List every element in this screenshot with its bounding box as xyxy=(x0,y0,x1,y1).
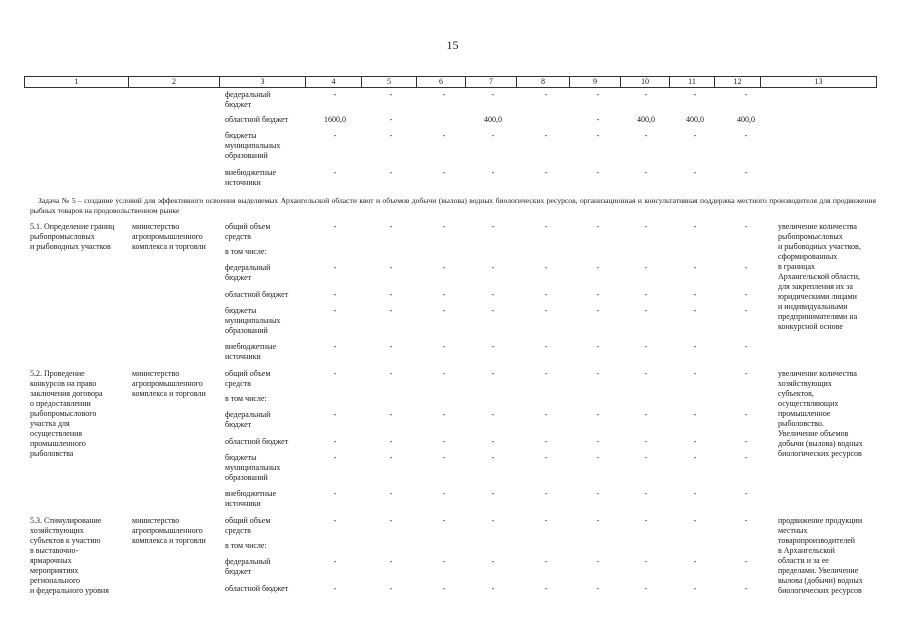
value-cell: - xyxy=(744,306,748,315)
header-cell-9: 9 xyxy=(570,77,621,88)
value-cell: - xyxy=(596,584,600,593)
value-cell: - xyxy=(693,168,697,177)
value-cell: - xyxy=(596,557,600,566)
value-cell: - xyxy=(693,90,697,99)
measure-executor: комплекса и торговли xyxy=(132,242,206,251)
value-cell: - xyxy=(644,557,648,566)
value-cell: - xyxy=(389,584,393,593)
value-cell: - xyxy=(744,131,748,140)
measure-result: рыбопромысловых xyxy=(778,232,843,241)
value-cell: - xyxy=(491,90,495,99)
value-cell: - xyxy=(644,584,648,593)
value-cell: - xyxy=(442,342,446,351)
measure-title: 5.1. Определение границ xyxy=(30,222,115,231)
value-cell: 400,0 xyxy=(484,115,502,124)
value-cell: - xyxy=(333,290,337,299)
measure-title: хозяйствующих xyxy=(30,526,84,535)
value-cell: - xyxy=(389,90,393,99)
value-cell: - xyxy=(544,263,548,272)
value-cell: - xyxy=(744,369,748,378)
value-cell: - xyxy=(596,306,600,315)
header-cell-5: 5 xyxy=(362,77,417,88)
value-cell: - xyxy=(544,131,548,140)
value-cell: - xyxy=(693,489,697,498)
value-cell: - xyxy=(389,168,393,177)
value-cell: - xyxy=(389,342,393,351)
measure-title: субъектов к участию xyxy=(30,536,101,545)
value-cell: - xyxy=(544,453,548,462)
measure-result: вылова (добычи) водных xyxy=(778,576,863,585)
funding-source-label: бюджеты xyxy=(225,306,257,315)
value-cell: - xyxy=(744,263,748,272)
value-cell: - xyxy=(442,437,446,446)
measure-result: пределами. Увеличение xyxy=(778,566,859,575)
value-cell: - xyxy=(693,306,697,315)
value-cell: - xyxy=(693,410,697,419)
funding-source-label: в том числе: xyxy=(225,394,267,403)
header-cell-7: 7 xyxy=(466,77,517,88)
measure-result: рыболовство. xyxy=(778,419,824,428)
value-cell: - xyxy=(491,369,495,378)
value-cell: - xyxy=(333,369,337,378)
value-cell: - xyxy=(491,437,495,446)
value-cell: - xyxy=(744,342,748,351)
value-cell: - xyxy=(333,90,337,99)
value-cell: - xyxy=(644,516,648,525)
value-cell: - xyxy=(644,437,648,446)
funding-source-label: средств xyxy=(225,526,251,535)
value-cell: - xyxy=(491,168,495,177)
value-cell: - xyxy=(744,489,748,498)
value-cell: - xyxy=(491,290,495,299)
value-cell: - xyxy=(389,263,393,272)
value-cell: - xyxy=(389,557,393,566)
value-cell: - xyxy=(442,453,446,462)
value-cell: - xyxy=(544,437,548,446)
value-cell: - xyxy=(544,369,548,378)
measure-result: Увеличение объемов xyxy=(778,429,849,438)
value-cell: - xyxy=(644,306,648,315)
value-cell: - xyxy=(333,453,337,462)
measure-title: ярмарочных xyxy=(30,556,72,565)
funding-source-label: бюджеты xyxy=(225,453,257,462)
value-cell: - xyxy=(389,489,393,498)
value-cell: - xyxy=(389,516,393,525)
value-cell: - xyxy=(693,222,697,231)
funding-source-label: в том числе: xyxy=(225,247,267,256)
funding-source-label: областной бюджет xyxy=(225,290,289,299)
header-cell-4: 4 xyxy=(306,77,362,88)
value-cell: - xyxy=(644,90,648,99)
value-cell: - xyxy=(644,410,648,419)
measure-result: субъектов, xyxy=(778,389,814,398)
funding-source-label: областной бюджет xyxy=(225,115,289,124)
measure-result: области и за ее xyxy=(778,556,829,565)
value-cell: - xyxy=(596,516,600,525)
funding-source-label: бюджет xyxy=(225,273,252,282)
value-cell: - xyxy=(544,168,548,177)
measure-title: рыбопромыслового xyxy=(30,409,97,418)
value-cell: - xyxy=(693,516,697,525)
value-cell: - xyxy=(596,222,600,231)
measure-title: промышленного xyxy=(30,439,86,448)
value-cell: - xyxy=(333,342,337,351)
value-cell: - xyxy=(389,437,393,446)
value-cell: - xyxy=(389,115,393,124)
value-cell: - xyxy=(442,584,446,593)
value-cell: - xyxy=(693,557,697,566)
value-cell: - xyxy=(442,410,446,419)
measure-title: конкурсов на право xyxy=(30,379,97,388)
funding-source-label: бюджет xyxy=(225,420,252,429)
task-5-heading: Задача № 5 – создание условий для эффективного освоения выделяемых Архангельской области квот и объемов добычи (вылова) водных биологических ресурсов, организационная и консультативная поддержка местного производителя для продвижения рыбных товаров на продовольственном рынке xyxy=(30,196,876,215)
value-cell: - xyxy=(744,453,748,462)
value-cell: - xyxy=(693,437,697,446)
measure-title: 5.3. Стимулирование xyxy=(30,516,102,525)
funding-source-label: источники xyxy=(225,352,261,361)
value-cell: - xyxy=(644,168,648,177)
measure-executor: агропромышленного xyxy=(132,379,203,388)
value-cell: - xyxy=(596,453,600,462)
value-cell: - xyxy=(389,369,393,378)
funding-source-label: бюджет xyxy=(225,100,252,109)
measure-result: и рыбоводных участков, xyxy=(778,242,861,251)
value-cell: - xyxy=(333,131,337,140)
value-cell: - xyxy=(596,90,600,99)
value-cell: - xyxy=(491,222,495,231)
measure-result: предпринимателями на xyxy=(778,312,858,321)
value-cell: - xyxy=(596,131,600,140)
header-cell-10: 10 xyxy=(621,77,670,88)
funding-source-label: областной бюджет xyxy=(225,437,289,446)
funding-source-label: общий объем xyxy=(225,516,271,525)
header-cell-8: 8 xyxy=(517,77,570,88)
value-cell: - xyxy=(744,516,748,525)
value-cell: - xyxy=(744,410,748,419)
measure-title: в выставочно- xyxy=(30,546,79,555)
value-cell: - xyxy=(442,168,446,177)
measure-result: биологических ресурсов xyxy=(778,586,862,595)
page-number: 15 xyxy=(446,38,459,52)
measure-result: промышленное xyxy=(778,409,831,418)
measure-title: участка для xyxy=(30,419,70,428)
measure-title: регионального xyxy=(30,576,81,585)
value-cell: - xyxy=(693,369,697,378)
value-cell: - xyxy=(442,516,446,525)
value-cell: - xyxy=(744,437,748,446)
value-cell: - xyxy=(693,131,697,140)
value-cell: - xyxy=(442,369,446,378)
value-cell: - xyxy=(544,410,548,419)
measure-result: и индивидуальными xyxy=(778,302,848,311)
measure-result: увеличение количества xyxy=(778,222,857,231)
value-cell: - xyxy=(596,489,600,498)
measure-executor: агропромышленного xyxy=(132,526,203,535)
header-cell-12: 12 xyxy=(715,77,761,88)
value-cell: - xyxy=(744,557,748,566)
measure-result: товаропроизводителей xyxy=(778,536,856,545)
funding-source-label: образований xyxy=(225,326,268,335)
value-cell: - xyxy=(491,453,495,462)
measure-title: рыболовства xyxy=(30,449,74,458)
header-cell-6: 6 xyxy=(417,77,466,88)
value-cell: - xyxy=(442,557,446,566)
value-cell: 400,0 xyxy=(737,115,755,124)
value-cell: - xyxy=(644,222,648,231)
funding-source-label: муниципальных xyxy=(225,316,281,325)
measure-executor: комплекса и торговли xyxy=(132,536,206,545)
value-cell: - xyxy=(693,584,697,593)
value-cell: - xyxy=(644,131,648,140)
value-cell: - xyxy=(596,437,600,446)
measure-title: 5.2. Проведение xyxy=(30,369,85,378)
value-cell: - xyxy=(333,306,337,315)
header-cell-11: 11 xyxy=(670,77,715,88)
measure-result: в Архангельской xyxy=(778,546,835,555)
measure-title: и федерального уровня xyxy=(30,586,109,595)
value-cell: - xyxy=(644,290,648,299)
measure-result: для закрепления их за xyxy=(778,282,853,291)
measure-result: в границах xyxy=(778,262,816,271)
value-cell: - xyxy=(333,410,337,419)
measure-title: рыбопромысловых xyxy=(30,232,95,241)
value-cell: - xyxy=(744,290,748,299)
value-cell: - xyxy=(596,369,600,378)
funding-source-label: муниципальных xyxy=(225,463,281,472)
measure-title: заключения договора xyxy=(30,389,103,398)
funding-source-label: образований xyxy=(225,473,268,482)
value-cell: - xyxy=(693,453,697,462)
value-cell: - xyxy=(644,369,648,378)
value-cell: - xyxy=(491,557,495,566)
header-cell-2: 2 xyxy=(129,77,220,88)
value-cell: - xyxy=(596,263,600,272)
value-cell: - xyxy=(491,263,495,272)
value-cell: - xyxy=(333,437,337,446)
value-cell: - xyxy=(333,516,337,525)
measure-executor: министерство xyxy=(132,369,180,378)
funding-source-label: внебюджетные xyxy=(225,489,276,498)
funding-source-label: федеральный xyxy=(225,263,271,272)
value-cell: - xyxy=(644,489,648,498)
measure-title: и рыбоводных участков xyxy=(30,242,111,251)
header-cell-1: 1 xyxy=(25,77,129,88)
measure-result: биологических ресурсов xyxy=(778,449,862,458)
value-cell: - xyxy=(596,290,600,299)
value-cell: - xyxy=(333,557,337,566)
value-cell: - xyxy=(333,222,337,231)
value-cell: - xyxy=(596,410,600,419)
funding-source-label: федеральный xyxy=(225,557,271,566)
value-cell: - xyxy=(596,115,600,124)
measure-title: осуществления xyxy=(30,429,83,438)
value-cell: - xyxy=(544,290,548,299)
funding-source-label: бюджеты xyxy=(225,131,257,140)
measure-result: юридическими лицами xyxy=(778,292,857,301)
funding-source-label: федеральный xyxy=(225,90,271,99)
value-cell: - xyxy=(744,90,748,99)
value-cell: - xyxy=(693,263,697,272)
measure-result: Архангельской области, xyxy=(778,272,860,281)
value-cell: - xyxy=(389,410,393,419)
value-cell: 1600,0 xyxy=(324,115,346,124)
measure-title: мероприятиях xyxy=(30,566,79,575)
funding-source-label: средств xyxy=(225,379,251,388)
value-cell: - xyxy=(544,516,548,525)
value-cell: - xyxy=(596,168,600,177)
measure-title: о предоставлении xyxy=(30,399,91,408)
value-cell: - xyxy=(333,263,337,272)
value-cell: - xyxy=(544,90,548,99)
value-cell: - xyxy=(644,453,648,462)
value-cell: - xyxy=(693,290,697,299)
value-cell: - xyxy=(644,263,648,272)
value-cell: - xyxy=(389,453,393,462)
funding-source-label: муниципальных xyxy=(225,141,281,150)
funding-source-label: общий объем xyxy=(225,369,271,378)
value-cell: - xyxy=(544,584,548,593)
measure-result: местных xyxy=(778,526,808,535)
value-cell: - xyxy=(491,516,495,525)
value-cell: - xyxy=(544,489,548,498)
value-cell: - xyxy=(389,306,393,315)
funding-source-label: источники xyxy=(225,178,261,187)
funding-source-label: образований xyxy=(225,151,268,160)
funding-source-label: бюджет xyxy=(225,567,252,576)
funding-source-label: внебюджетные xyxy=(225,168,276,177)
value-cell: - xyxy=(744,222,748,231)
measure-executor: комплекса и торговли xyxy=(132,389,206,398)
measure-executor: министерство xyxy=(132,516,180,525)
funding-source-label: федеральный xyxy=(225,410,271,419)
funding-source-label: внебюджетные xyxy=(225,342,276,351)
funding-source-label: источники xyxy=(225,499,261,508)
value-cell: - xyxy=(544,222,548,231)
value-cell: - xyxy=(333,584,337,593)
measure-executor: агропромышленного xyxy=(132,232,203,241)
value-cell: - xyxy=(442,222,446,231)
measure-result: хозяйствующих xyxy=(778,379,832,388)
value-cell: - xyxy=(491,489,495,498)
funding-source-label: областной бюджет xyxy=(225,584,289,593)
value-cell: - xyxy=(333,168,337,177)
value-cell: - xyxy=(693,342,697,351)
value-cell: - xyxy=(389,290,393,299)
value-cell: - xyxy=(596,342,600,351)
value-cell: - xyxy=(644,342,648,351)
value-cell: - xyxy=(491,584,495,593)
value-cell: - xyxy=(442,131,446,140)
funding-source-label: в том числе: xyxy=(225,541,267,550)
value-cell: - xyxy=(744,168,748,177)
value-cell: - xyxy=(442,306,446,315)
funding-source-label: средств xyxy=(225,232,251,241)
value-cell: - xyxy=(442,489,446,498)
value-cell: 400,0 xyxy=(637,115,655,124)
measure-result: продвижение продукции xyxy=(778,516,863,525)
measure-result: добычи (вылова) водных xyxy=(778,439,863,448)
measure-result: увеличение количества xyxy=(778,369,857,378)
value-cell: - xyxy=(544,342,548,351)
value-cell: - xyxy=(442,290,446,299)
value-cell: - xyxy=(544,557,548,566)
funding-source-label: общий объем xyxy=(225,222,271,231)
value-cell: - xyxy=(491,410,495,419)
header-cell-13: 13 xyxy=(761,77,877,88)
value-cell: - xyxy=(544,306,548,315)
value-cell: - xyxy=(744,584,748,593)
value-cell: 400,0 xyxy=(686,115,704,124)
column-number-header xyxy=(24,76,877,88)
value-cell: - xyxy=(442,90,446,99)
value-cell: - xyxy=(491,342,495,351)
measure-result: конкурсной основе xyxy=(778,322,843,331)
header-cell-3: 3 xyxy=(220,77,306,88)
measure-result: сформированных xyxy=(778,252,838,261)
value-cell: - xyxy=(442,263,446,272)
value-cell: - xyxy=(389,222,393,231)
value-cell: - xyxy=(491,131,495,140)
measure-result: осуществляющих xyxy=(778,399,839,408)
value-cell: - xyxy=(491,306,495,315)
value-cell: - xyxy=(389,131,393,140)
value-cell: - xyxy=(333,489,337,498)
measure-executor: министерство xyxy=(132,222,180,231)
